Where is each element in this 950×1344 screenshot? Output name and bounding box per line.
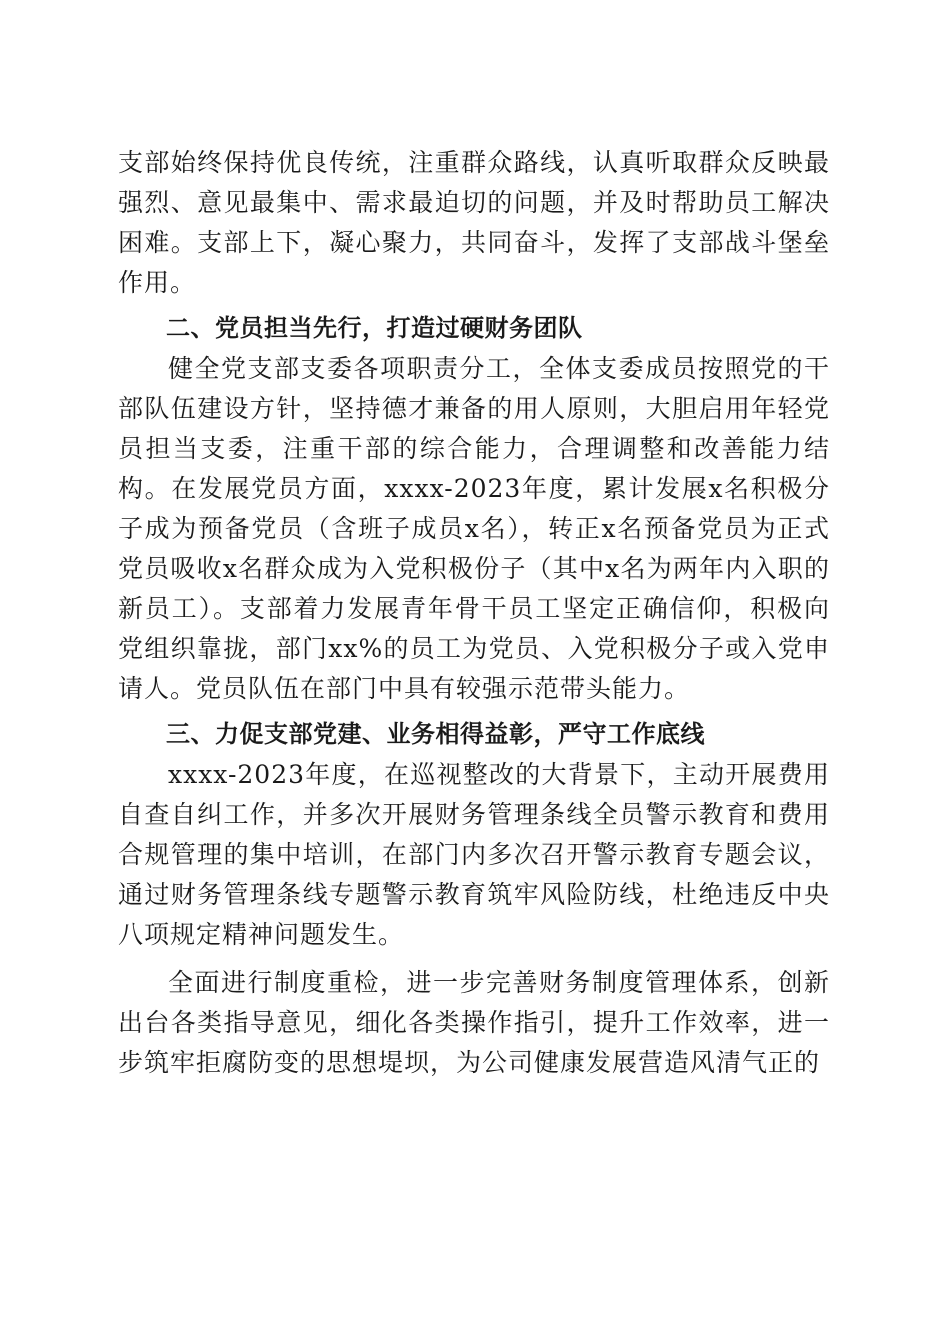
section-heading-2: 二、党员担当先行，打造过硬财务团队 bbox=[166, 314, 583, 342]
section-heading-3: 三、力促支部党建、业务相得益彰，严守工作底线 bbox=[166, 720, 705, 748]
paragraph-system-review: 全面进行制度重检，进一步完善财务制度管理体系，创新出台各类指导意见，细化各类操作指引，提升工作效率，进一步筑牢拒腐防变的思想堤坝，为公司健康发展营造风清气正的 bbox=[118, 968, 830, 1077]
paragraph-branch-tradition: 支部始终保持优良传统，注重群众路线，认真听取群众反映最强烈、意见最集中、需求最迫切的问题，并及时帮助员工解决困难。支部上下，凝心聚力，共同奋斗，发挥了支部战斗堡垒作用。 bbox=[118, 148, 830, 297]
paragraph-team-building: 健全党支部支委各项职责分工，全体支委成员按照党的干部队伍建设方针，坚持德才兼备的用人原则，大胆启用年轻党员担当支委，注重干部的综合能力，合理调整和改善能力结构。在发展党员方面，xxxx-2023年度，累计发展x名积极分子成为预备党员（含班子成员x名），转正x名预备党员为正式党员吸收x名群众成为入党积极份子（其中x名为两年内入职的新员工）。支部着力发展青年骨干员工坚定正确信仰，积极向党组织靠拢，部门xx%的员工为党员、入党积极分子或入党申请人。党员队伍在部门中具有较强示范带头能力。 bbox=[118, 354, 830, 703]
document-page bbox=[118, 143, 830, 1083]
paragraph-rectification: xxxx-2023年度，在巡视整改的大背景下，主动开展费用自查自纠工作，并多次开展财务管理条线全员警示教育和费用合规管理的集中培训，在部门内多次召开警示教育专题会议，通过财务管理条线专题警示教育筑牢风险防线，杜绝违反中央八项规定精神问题发生。 bbox=[118, 760, 830, 949]
